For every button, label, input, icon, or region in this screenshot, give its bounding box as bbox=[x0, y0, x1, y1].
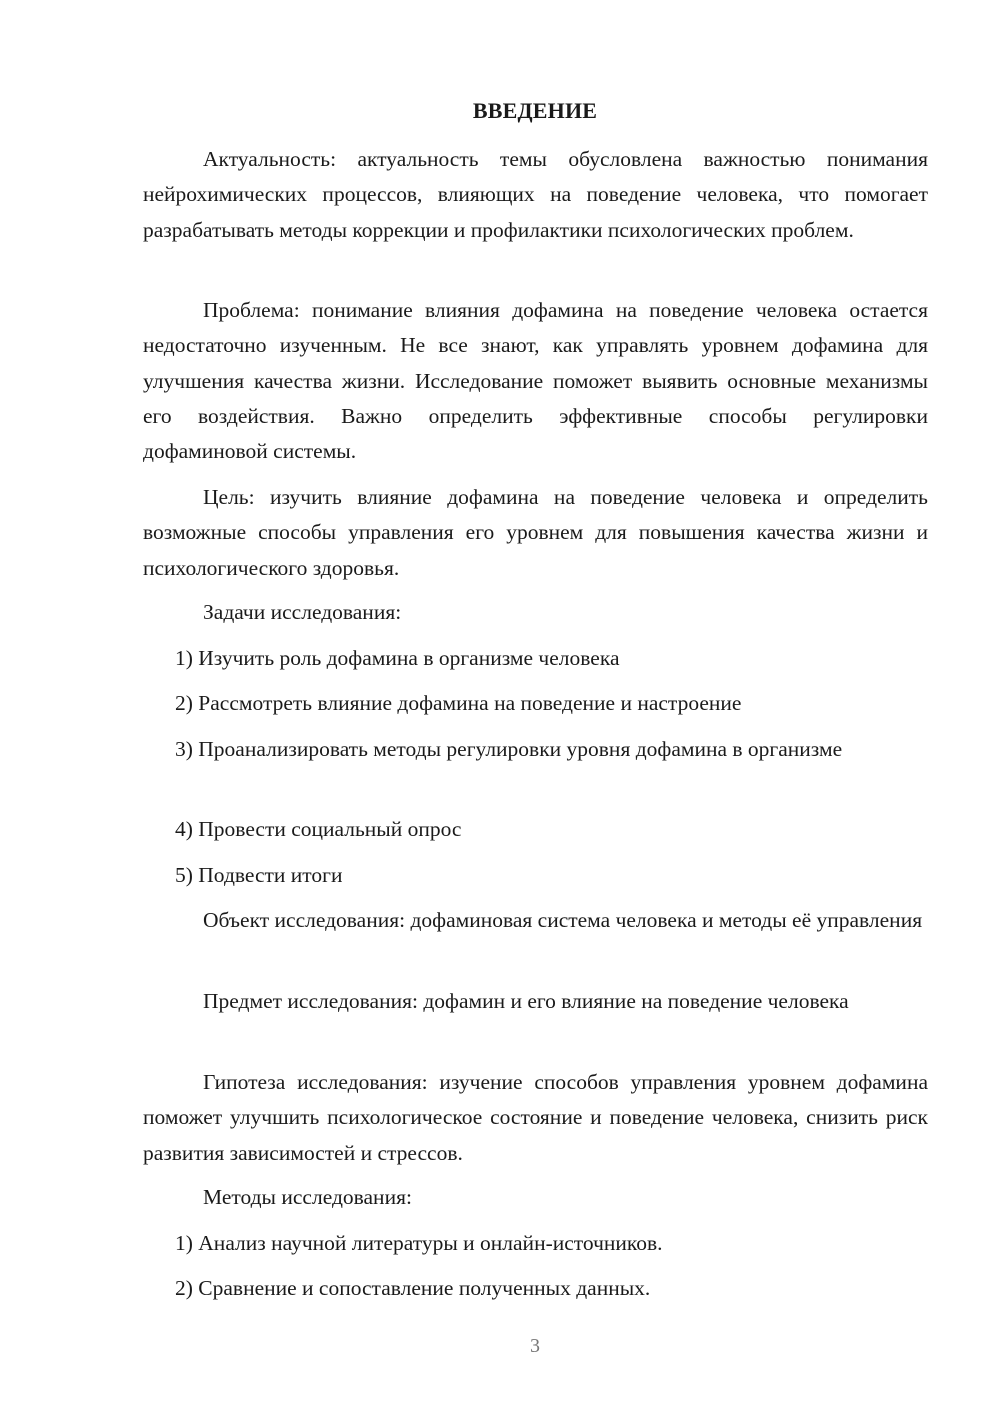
task-item-3: 3) Проанализировать методы регулировки уровня дофамина в организме bbox=[175, 737, 843, 761]
method-item-2: 2) Сравнение и сопоставление полученных данных. bbox=[175, 1276, 651, 1300]
tasks-title: Задачи исследования: bbox=[203, 600, 402, 624]
page-heading: ВВЕДЕНИЕ bbox=[472, 98, 598, 123]
task-item-5: 5) Подвести итоги bbox=[175, 863, 343, 887]
hypothesis-paragraph: Гипотеза исследования: изучение способов управления уровнем дофамина поможет улучшить психологическое состояние и поведение человека, снизить риск развития зависимостей и стрессов. bbox=[143, 1070, 928, 1165]
subject-paragraph: Предмет исследования: дофамин и его влияние на поведение человека bbox=[203, 989, 849, 1013]
page-number: 3 bbox=[530, 1335, 540, 1357]
task-item-1: 1) Изучить роль дофамина в организме человека bbox=[175, 646, 620, 670]
task-item-2: 2) Рассмотреть влияние дофамина на поведение и настроение bbox=[175, 691, 742, 715]
object-paragraph: Объект исследования: дофаминовая система человека и методы её управления bbox=[203, 908, 923, 932]
methods-title: Методы исследования: bbox=[203, 1185, 412, 1209]
goal-paragraph: Цель: изучить влияние дофамина на поведение человека и определить возможные способы управления его уровнем для повышения качества жизни и психологического здоровья. bbox=[143, 485, 928, 580]
method-item-1: 1) Анализ научной литературы и онлайн-источников. bbox=[175, 1231, 663, 1255]
problem-paragraph: Проблема: понимание влияния дофамина на поведение человека остается недостаточно изученным. Не все знают, как управлять уровнем дофамина для улучшения качества жизни. Исследование поможет выявить основные механизмы его воздействия. Важно определить эффективные способы регулировки дофаминовой системы. bbox=[143, 298, 928, 464]
relevance-paragraph: Актуальность: актуальность темы обусловлена важностью понимания нейрохимических процессов, влияющих на поведение человека, что помогает разрабатывать методы коррекции и профилактики психологических проблем. bbox=[143, 147, 928, 242]
task-item-4: 4) Провести социальный опрос bbox=[175, 817, 462, 841]
